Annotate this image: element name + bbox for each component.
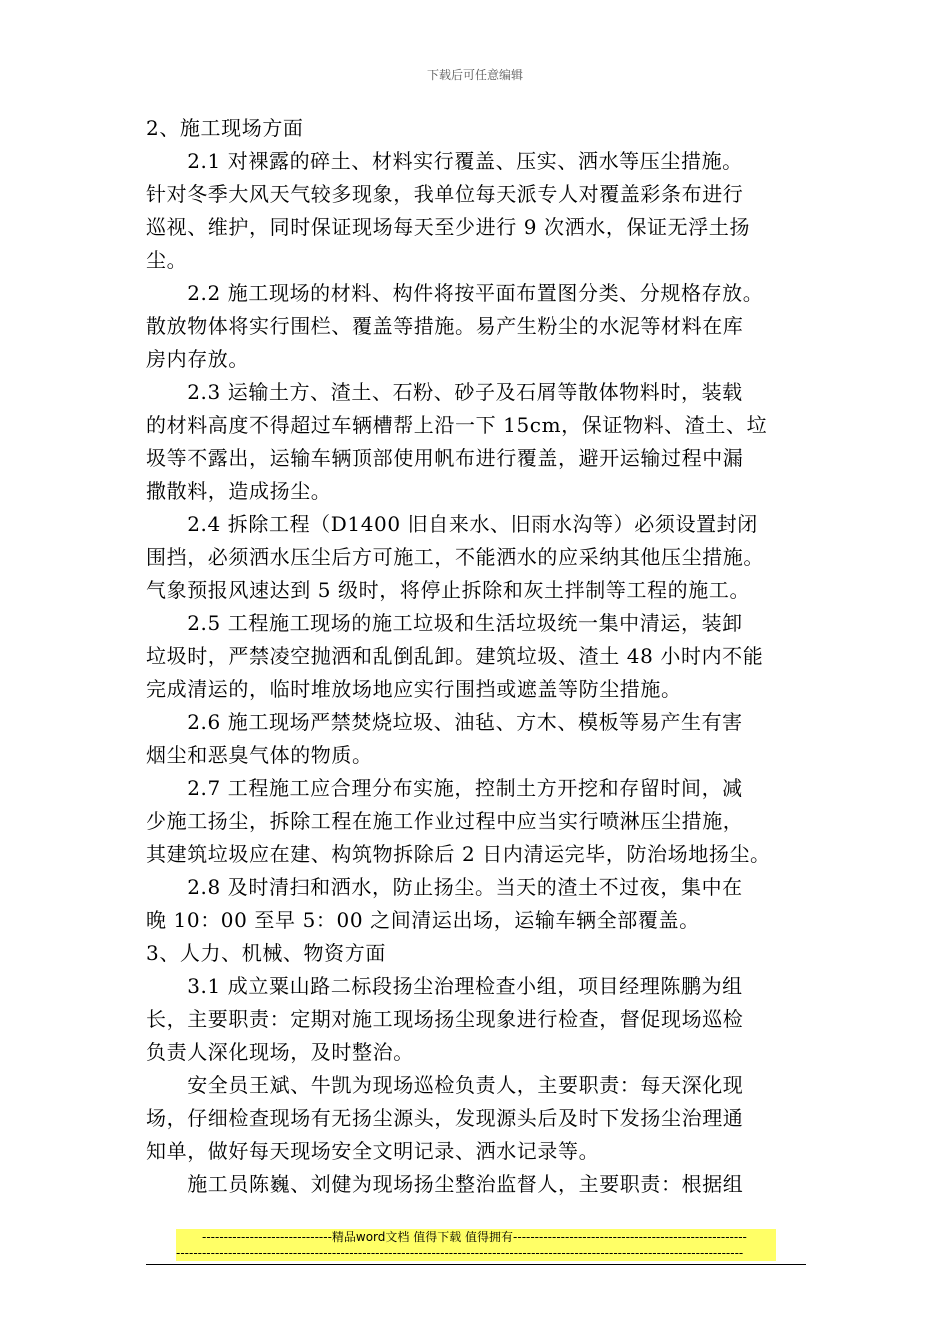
text-line: 场，仔细检查现场有无扬尘源头，发现源头后及时下发扬尘治理通 xyxy=(146,1106,744,1130)
text-line: 围挡，必须洒水压尘后方可施工，不能洒水的应采纳其他压尘措施。 xyxy=(146,545,764,569)
footer-divider xyxy=(146,1264,806,1265)
text-line: 针对冬季大风天气较多现象，我单位每天派专人对覆盖彩条布进行 xyxy=(146,182,744,206)
text-line: 知单，做好每天现场安全文明记录、洒水记录等。 xyxy=(146,1139,600,1163)
text-line: 气象预报风速达到 5 级时，将停止拆除和灰土拌制等工程的施工。 xyxy=(146,578,751,602)
text-line: 2.3 运输土方、渣土、石粉、砂子及石屑等散体物料时，装载 xyxy=(146,380,743,404)
text-line: 2.6 施工现场严禁焚烧垃圾、油毡、方木、模板等易产生有害 xyxy=(146,710,743,734)
text-line: 2.5 工程施工现场的施工垃圾和生活垃圾统一集中清运，装卸 xyxy=(146,611,743,635)
text-line: 2.1 对裸露的碎土、材料实行覆盖、压实、洒水等压尘措施。 xyxy=(146,149,743,173)
text-line: 少施工扬尘，拆除工程在施工作业过程中应当实行喷淋压尘措施， xyxy=(146,809,744,833)
text-line: 2.2 施工现场的材料、构件将按平面布置图分类、分规格存放。 xyxy=(146,281,764,305)
text-line: 垃圾时，严禁凌空抛洒和乱倒乱卸。建筑垃圾、渣土 48 小时内不能 xyxy=(146,644,764,668)
text-line: 负责人深化现场，及时整治。 xyxy=(146,1040,414,1064)
text-line: 长，主要职责：定期对施工现场扬尘现象进行检查，督促现场巡检 xyxy=(146,1007,744,1031)
text-line: 2.8 及时清扫和洒水，防止扬尘。当天的渣土不过夜，集中在 xyxy=(146,875,743,899)
text-line: 施工员陈巍、刘健为现场扬尘整治监督人，主要职责：根据组 xyxy=(146,1172,744,1196)
text-line: 晚 10：00 至早 5：00 之间清运出场，运输车辆全部覆盖。 xyxy=(146,908,700,932)
text-line: 尘。 xyxy=(146,248,188,272)
footer-banner-dashes: ----------------------------------------------------------------------------------------------------------------------------------- xyxy=(176,1246,744,1260)
text-line: 的材料高度不得超过车辆槽帮上沿一下 15cm，保证物料、渣土、垃 xyxy=(146,413,768,437)
footer-banner xyxy=(176,1229,776,1261)
text-line: 房内存放。 xyxy=(146,347,249,371)
document-body xyxy=(146,112,812,1201)
text-line: 2.7 工程施工应合理分布实施，控制土方开挖和存留时间，减 xyxy=(146,776,743,800)
text-line: 2.4 拆除工程（D1400 旧自来水、旧雨水沟等）必须设置封闭 xyxy=(146,512,758,536)
text-line: 圾等不露出，运输车辆顶部使用帆布进行覆盖，避开运输过程中漏 xyxy=(146,446,744,470)
text-line: 散放物体将实行围栏、覆盖等措施。易产生粉尘的水泥等材料在库 xyxy=(146,314,744,338)
text-line: 安全员王斌、牛凯为现场巡检负责人，主要职责：每天深化现 xyxy=(146,1073,744,1097)
page-header: 下载后可任意编辑 xyxy=(426,68,523,82)
text-line: 2、施工现场方面 xyxy=(146,116,304,140)
footer-banner-text: ------------------------------精品word文档 值得下载 值得拥有------------------------------------------------------ xyxy=(202,1230,747,1244)
text-line: 撒散料，造成扬尘。 xyxy=(146,479,332,503)
text-line: 完成清运的，临时堆放场地应实行围挡或遮盖等防尘措施。 xyxy=(146,677,682,701)
text-line: 巡视、维护，同时保证现场每天至少进行 9 次洒水，保证无浮土扬 xyxy=(146,215,751,239)
text-line: 3.1 成立粟山路二标段扬尘治理检查小组，项目经理陈鹏为组 xyxy=(146,974,743,998)
text-line: 烟尘和恶臭气体的物质。 xyxy=(146,743,373,767)
text-line: 其建筑垃圾应在建、构筑物拆除后 2 日内清运完毕，防治场地扬尘。 xyxy=(146,842,771,866)
text-line: 3、人力、机械、物资方面 xyxy=(146,941,386,965)
